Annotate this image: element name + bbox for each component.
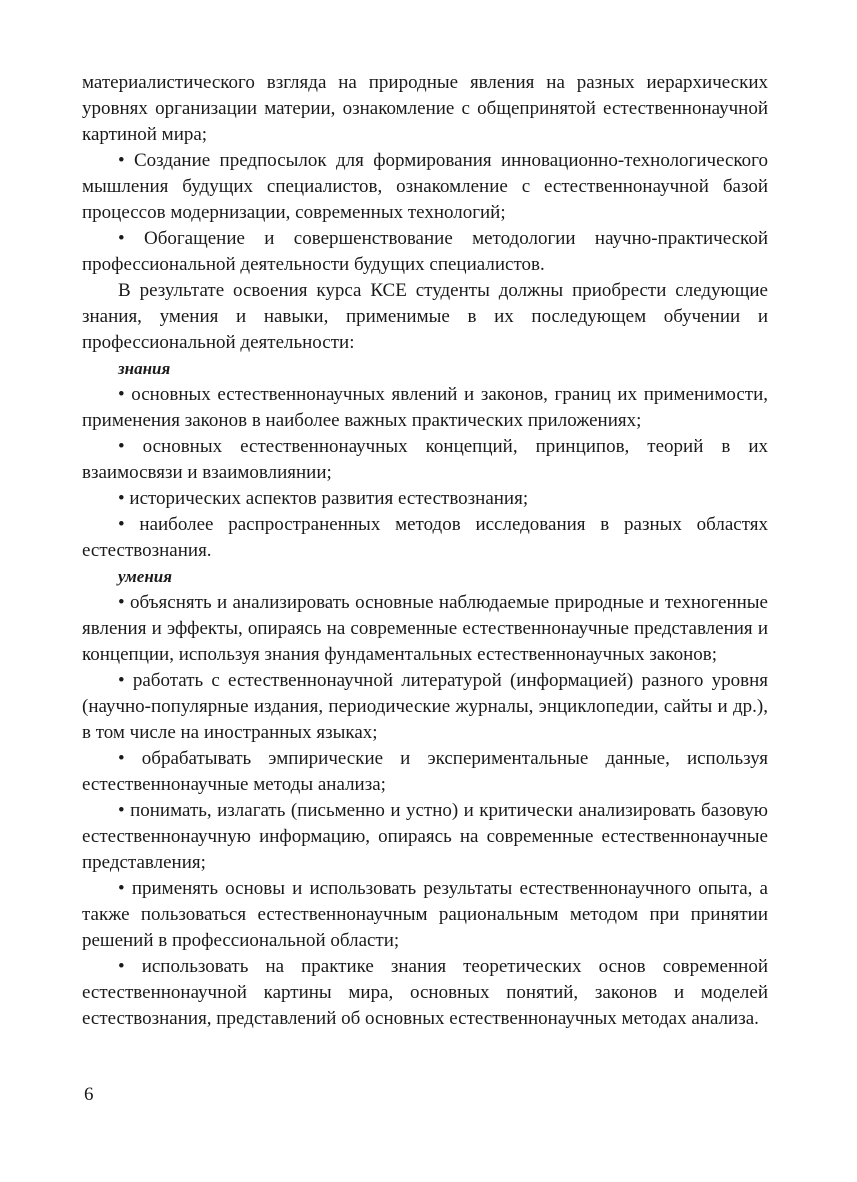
knowledge-item: • исторических аспектов развития естествознания; — [118, 488, 529, 509]
page-body — [82, 70, 768, 1032]
skill-item: • работать с естественнонаучной литературой (информацией) разного уровня (научно-популярные издания, периодические журналы, энциклопедии, сайты и др.), в том числе на иностранных языках; — [82, 670, 768, 743]
paragraph-continuation: материалистического взгляда на природные явления на разных иерархических уровнях организации материи, ознакомление с общепринятой естественнонаучной картиной мира; — [82, 72, 768, 145]
heading-skills: умения — [118, 567, 172, 586]
knowledge-item: • основных естественнонаучных концепций, принципов, теорий в их взаимосвязи и взаимовлиянии; — [82, 436, 768, 483]
knowledge-item: • наиболее распространенных методов исследования в разных областях естествознания. — [82, 514, 768, 561]
skill-item: • обрабатывать эмпирические и экспериментальные данные, используя естественнонаучные методы анализа; — [82, 748, 768, 795]
skill-item: • понимать, излагать (письменно и устно) и критически анализировать базовую естественнонаучную информацию, опираясь на современные естественнонаучные представления; — [82, 800, 768, 873]
page-number: 6 — [84, 1084, 94, 1105]
skill-item: • применять основы и использовать результаты естественнонаучного опыта, а также пользоваться естественнонаучным рациональным методом при принятии решений в профессиональной области; — [82, 878, 768, 951]
skill-item: • объяснять и анализировать основные наблюдаемые природные и техногенные явления и эффекты, опираясь на современные естественнонаучные представления и концепции, используя знания фундаментальных естественнонаучных законов; — [82, 592, 768, 665]
bullet-methodology: • Обогащение и совершенствование методологии научно-практической профессиональной деятельности будущих специалистов. — [82, 228, 768, 275]
heading-knowledge: знания — [118, 359, 171, 378]
knowledge-item: • основных естественнонаучных явлений и законов, границ их применимости, применения законов в наиболее важных практических приложениях; — [82, 384, 768, 431]
skill-item: • использовать на практике знания теоретических основ современной естественнонаучной картины мира, основных понятий, законов и моделей естествознания, представлений об основных естественнонаучных методах анализа. — [82, 956, 768, 1029]
paragraph-intro: В результате освоения курса КСЕ студенты должны приобрести следующие знания, умения и навыки, применимые в их последующем обучении и профессиональной деятельности: — [82, 280, 768, 353]
bullet-innovation: • Создание предпосылок для формирования инновационно-технологического мышления будущих специалистов, ознакомление с естественнонаучной базой процессов модернизации, современных технологий; — [82, 150, 768, 223]
